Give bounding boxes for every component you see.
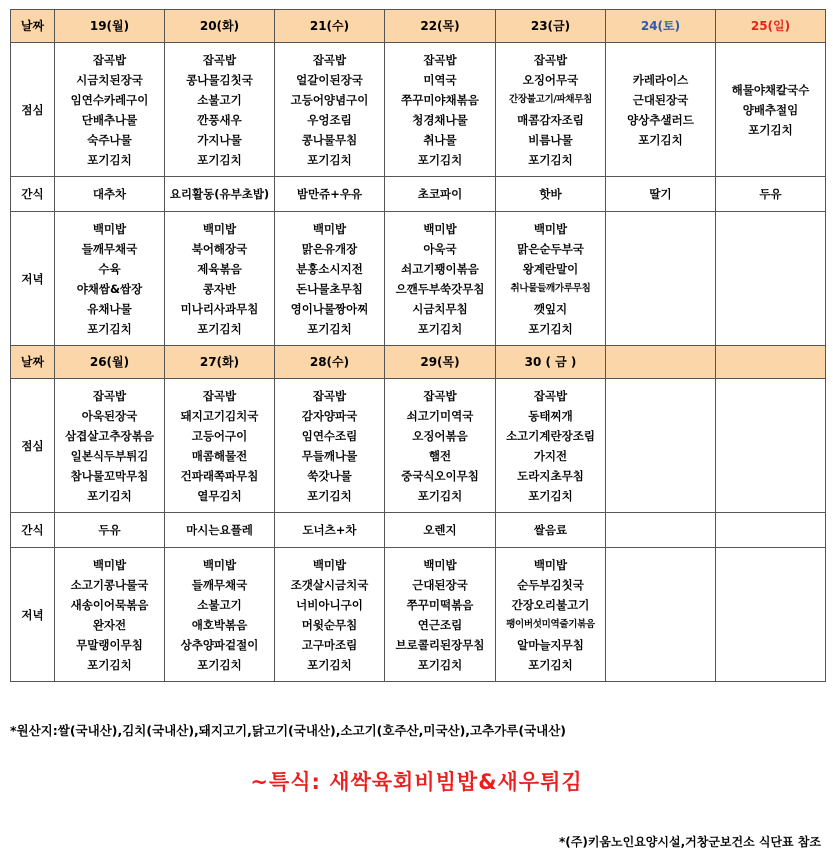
snack-cell: 대추차 [55, 177, 165, 212]
menu-item: 왕계란말이 [522, 261, 579, 276]
dinner-cell [165, 212, 275, 346]
menu-item: 동태찌개 [528, 408, 573, 423]
dinner-label: 저녁 [11, 212, 55, 346]
dinner-cell [275, 548, 385, 682]
menu-item: 근대된장국 [412, 577, 468, 592]
dinner-cell [716, 548, 826, 682]
snack-cell: 밤만쥬+우유 [275, 177, 385, 212]
menu-item: 쭈꾸미야채볶음 [401, 92, 479, 107]
menu-item: 포기김치 [197, 321, 242, 336]
menu-item: 오징어무국 [522, 72, 579, 87]
dinner-cell [496, 548, 606, 682]
menu-item: 취나물 [423, 132, 457, 147]
menu-item: 청경채나물 [412, 112, 468, 127]
menu-item: 쇠고기미역국 [406, 408, 474, 423]
snack-cell: 도너츠+차 [275, 513, 385, 548]
menu-item: 오징어볶음 [412, 428, 468, 443]
menu-item: 감자양파국 [301, 408, 358, 423]
menu-item: 해물야채칼국수 [731, 82, 810, 97]
menu-item: 소고기콩나물국 [70, 577, 149, 592]
day-header: 26(월) [55, 346, 165, 379]
menu-item: 고구마조림 [301, 637, 358, 652]
menu-item: 아욱국 [423, 241, 457, 256]
menu-item: 비름나물 [528, 132, 573, 147]
menu-item: 근대된장국 [632, 92, 689, 107]
dinner-label: 저녁 [11, 548, 55, 682]
menu-item: 카레라이스 [632, 72, 689, 87]
menu-item: 수육 [98, 261, 121, 276]
special-meal: ~특식: 새싹육회비빔밥&새우튀김 [250, 770, 583, 794]
dinner-cell [275, 212, 385, 346]
snack-cell: 마시는요플레 [165, 513, 275, 548]
dinner-cell [55, 212, 165, 346]
dinner-cell [385, 212, 496, 346]
menu-item: 시금치무침 [412, 301, 468, 316]
menu-item: 매콤해물전 [191, 448, 248, 463]
menu-item: 포기김치 [528, 152, 573, 167]
menu-item: 잡곡밥 [202, 52, 237, 67]
menu-item: 순두부김칫국 [517, 577, 584, 592]
menu-item: 고등어구이 [191, 428, 248, 443]
menu-item: 참나물꼬막무침 [70, 468, 149, 483]
day-header: 28(수) [275, 346, 385, 379]
menu-item: 임연수조림 [301, 428, 358, 443]
menu-item: 고등어양념구이 [290, 92, 369, 107]
menu-item: 소고기계란장조림 [506, 428, 595, 443]
snack-cell: 쌀음료 [496, 513, 606, 548]
menu-item: 도라지초무침 [517, 468, 584, 483]
lunch-cell [165, 43, 275, 177]
menu-item: 포기김치 [87, 152, 132, 167]
menu-item: 백미밥 [202, 221, 237, 236]
meal-plan-table [10, 9, 826, 682]
menu-item: 포기김치 [528, 321, 573, 336]
day-header: 20(화) [165, 10, 275, 43]
lunch-cell [55, 43, 165, 177]
lunch-label: 점심 [11, 43, 55, 177]
menu-item: 임연수카레구이 [70, 92, 149, 107]
menu-item: 알마늘지무침 [517, 637, 584, 652]
menu-item: 돈나물초무침 [296, 281, 363, 296]
menu-item: 들깨무채국 [191, 577, 248, 592]
menu-item: 잡곡밥 [202, 388, 237, 403]
menu-item: 잡곡밥 [312, 52, 347, 67]
menu-item: 포기김치 [87, 488, 132, 503]
menu-item: 양배추절임 [742, 102, 799, 117]
menu-item: 머윗순무침 [301, 617, 358, 632]
menu-item: 우엉조림 [307, 112, 352, 127]
menu-item: 얼갈이된장국 [296, 72, 363, 87]
menu-item: 잡곡밥 [533, 388, 568, 403]
dinner-cell [496, 212, 606, 346]
menu-item: 잡곡밥 [423, 388, 457, 403]
day-header: 19(월) [55, 10, 165, 43]
menu-item: 미역국 [423, 72, 457, 87]
menu-item: 취나물들깨가루무침 [510, 282, 591, 294]
menu-item: 북어해장국 [191, 241, 248, 256]
menu-item: 소불고기 [197, 92, 242, 107]
dinner-cell [606, 212, 716, 346]
dinner-cell [716, 212, 826, 346]
menu-item: 아욱된장국 [81, 408, 138, 423]
dinner-row [11, 212, 826, 346]
day-header: 25(일) [716, 10, 826, 43]
lunch-cell [55, 379, 165, 513]
lunch-cell [496, 43, 606, 177]
menu-item: 브로콜리된장무침 [395, 637, 485, 652]
day-header: 23(금) [496, 10, 606, 43]
day-header: 29(목) [385, 346, 496, 379]
snack-cell: 요리활동(유부초밥) [165, 177, 275, 212]
day-header [606, 346, 716, 379]
menu-item: 열무김치 [197, 488, 242, 503]
menu-item: 쑥갓나물 [307, 468, 352, 483]
menu-item: 매콤감자조림 [517, 112, 584, 127]
lunch-cell [385, 379, 496, 513]
menu-item: 포기김치 [528, 657, 573, 672]
snack-row [11, 177, 826, 212]
menu-item: 햄전 [428, 448, 452, 463]
dinner-cell [165, 548, 275, 682]
menu-item: 쭈꾸미떡볶음 [406, 597, 474, 612]
menu-item: 무말랭이무침 [76, 637, 143, 652]
menu-item: 포기김치 [307, 657, 352, 672]
day-header: 21(수) [275, 10, 385, 43]
menu-item: 포기김치 [417, 152, 463, 167]
menu-item: 포기김치 [307, 488, 352, 503]
lunch-cell [275, 43, 385, 177]
menu-item: 중국식오이무침 [401, 468, 479, 483]
menu-item: 단배추나물 [81, 112, 138, 127]
lunch-cell [275, 379, 385, 513]
menu-item: 숙주나물 [87, 132, 132, 147]
menu-item: 백미밥 [533, 557, 568, 572]
lunch-cell [606, 379, 716, 513]
menu-item: 잡곡밥 [423, 52, 457, 67]
menu-item: 돼지고기김치국 [180, 408, 259, 423]
menu-item: 포기김치 [748, 122, 793, 137]
snack-cell: 딸기 [606, 177, 716, 212]
lunch-cell [385, 43, 496, 177]
menu-item: 포기김치 [638, 132, 683, 147]
menu-item: 콩자반 [202, 281, 237, 296]
day-header: 22(목) [385, 10, 496, 43]
menu-item: 맑은유개장 [301, 241, 358, 256]
snack-label: 간식 [11, 177, 55, 212]
menu-item: 포기김치 [417, 488, 463, 503]
menu-item: 포기김치 [307, 321, 352, 336]
snack-cell: 초코파이 [385, 177, 496, 212]
menu-item: 잡곡밥 [533, 52, 568, 67]
menu-item: 백미밥 [423, 221, 457, 236]
menu-item: 야채쌈&쌈장 [76, 281, 143, 296]
origin-note: *원산지:쌀(국내산),김치(국내산),돼지고기,닭고기(국내산),소고기(호주산,미국산),고추가루(국내산) [10, 723, 567, 738]
menu-item: 깐풍새우 [197, 112, 242, 127]
menu-item: 소불고기 [197, 597, 242, 612]
menu-item: 일본식두부튀김 [70, 448, 149, 463]
menu-item: 포기김치 [307, 152, 352, 167]
lunch-cell [496, 379, 606, 513]
snack-cell: 두유 [716, 177, 826, 212]
snack-cell: 두유 [55, 513, 165, 548]
menu-item: 애호박볶음 [191, 617, 248, 632]
menu-item: 백미밥 [92, 557, 127, 572]
snack-label: 간식 [11, 513, 55, 548]
menu-item: 백미밥 [533, 221, 568, 236]
menu-item: 포기김치 [417, 321, 463, 336]
menu-item: 완자전 [92, 617, 127, 632]
menu-item: 무들깨나물 [301, 448, 358, 463]
menu-item: 잡곡밥 [92, 52, 127, 67]
day-header [716, 346, 826, 379]
menu-item: 포기김치 [197, 152, 242, 167]
menu-item: 백미밥 [92, 221, 127, 236]
menu-item: 삼겹살고추장볶음 [65, 428, 154, 443]
menu-item: 잡곡밥 [92, 388, 127, 403]
menu-item: 백미밥 [312, 221, 347, 236]
week-header-row [11, 346, 826, 379]
menu-item: 쇠고기꽹이볶음 [401, 261, 479, 276]
menu-item: 유채나물 [87, 301, 132, 316]
snack-cell [606, 513, 716, 548]
menu-item: 으깬두부쑥갓무침 [395, 281, 485, 296]
menu-item: 가지나물 [197, 132, 242, 147]
menu-item: 영이나물짱아찌 [290, 301, 369, 316]
menu-item: 너비아니구이 [296, 597, 363, 612]
menu-item: 미나리사과무침 [180, 301, 259, 316]
menu-item: 양상추샐러드 [627, 112, 694, 127]
lunch-cell [165, 379, 275, 513]
menu-item: 들깨무채국 [81, 241, 138, 256]
menu-item: 간장불고기/파채무침 [508, 93, 593, 105]
menu-item: 잡곡밥 [312, 388, 347, 403]
menu-item: 포기김치 [528, 488, 573, 503]
source-note: *(주)키움노인요양시설,거창군보건소 식단표 참조 [559, 835, 821, 849]
lunch-cell [716, 379, 826, 513]
menu-item: 백미밥 [423, 557, 457, 572]
dinner-cell [55, 548, 165, 682]
snack-cell [716, 513, 826, 548]
menu-item: 연근조림 [417, 617, 463, 632]
menu-item: 포기김치 [87, 321, 132, 336]
dinner-row [11, 548, 826, 682]
menu-item: 깻잎지 [533, 301, 568, 316]
menu-item: 가지전 [533, 448, 568, 463]
menu-item: 새송이어묵볶음 [70, 597, 149, 612]
menu-item: 포기김치 [197, 657, 242, 672]
menu-item: 포기김치 [87, 657, 132, 672]
snack-row [11, 513, 826, 548]
week-header-row [11, 10, 826, 43]
snack-cell: 오렌지 [385, 513, 496, 548]
day-header: 24(토) [606, 10, 716, 43]
lunch-label: 점심 [11, 379, 55, 513]
menu-item: 콩나물김칫국 [186, 72, 253, 87]
menu-item: 맑은순두부국 [517, 241, 584, 256]
menu-item: 백미밥 [202, 557, 237, 572]
day-header: 30 ( 금 ) [496, 346, 606, 379]
menu-item: 건파래쪽파무침 [180, 468, 259, 483]
menu-item: 백미밥 [312, 557, 347, 572]
menu-item: 포기김치 [417, 657, 463, 672]
menu-item: 제육볶음 [197, 261, 242, 276]
date-label: 날짜 [11, 10, 55, 43]
lunch-cell [606, 43, 716, 177]
menu-item: 콩나물무침 [301, 132, 358, 147]
lunch-row [11, 379, 826, 513]
menu-item: 간장오리불고기 [511, 597, 590, 612]
lunch-cell [716, 43, 826, 177]
date-label: 날짜 [11, 346, 55, 379]
menu-item: 팽이버섯미역줄기볶음 [506, 618, 595, 630]
lunch-row [11, 43, 826, 177]
menu-item: 상추양파겉절이 [180, 637, 259, 652]
snack-cell: 핫바 [496, 177, 606, 212]
menu-item: 조갯살시금치국 [290, 577, 369, 592]
menu-item: 시금치된장국 [76, 72, 143, 87]
dinner-cell [606, 548, 716, 682]
dinner-cell [385, 548, 496, 682]
day-header: 27(화) [165, 346, 275, 379]
menu-item: 분홍소시지전 [296, 261, 363, 276]
